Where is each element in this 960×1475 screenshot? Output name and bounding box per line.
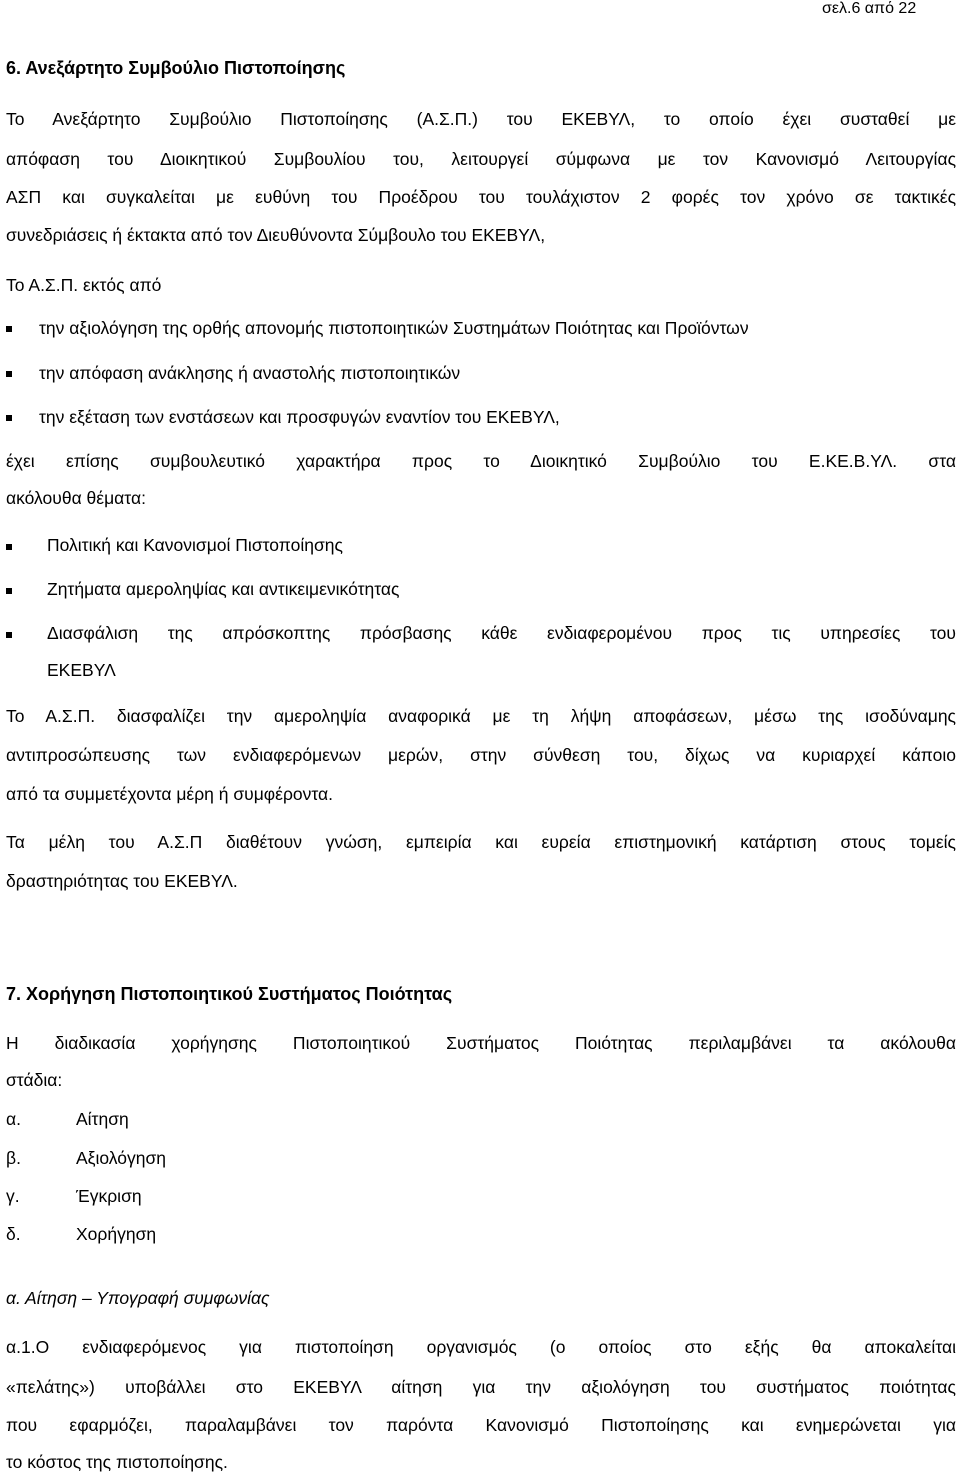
stage-label: Αξιολόγηση: [76, 1148, 167, 1168]
asp-intro: Το Α.Σ.Π. εκτός από: [6, 275, 162, 295]
para1-line-1: Το Ανεξάρτητο Συμβούλιο Πιστοποίησης (Α.Σ.Π.) του ΕΚΕΒΥΛ, το οποίο έχει συσταθεί με: [6, 109, 956, 129]
bullet2-item-2: Ζητήματα αμεροληψίας και αντικειμενικότητας: [47, 579, 400, 599]
stage-letter: γ.: [6, 1186, 20, 1206]
bullet-square-icon: [6, 371, 12, 377]
bullet1-item-1: την αξιολόγηση της ορθής απονομής πιστοποιητικών Συστημάτων Ποιότητας και Προϊόντων: [39, 318, 749, 338]
a1-line-1: α.1.Ο ενδιαφερόμενος για πιστοποίηση οργανισμός (ο οποίος στο εξής θα αποκαλείται: [6, 1337, 956, 1357]
bullet-square-icon: [6, 326, 12, 332]
bullet-square-icon: [6, 588, 12, 594]
bullet2-item-1: Πολιτική και Κανονισμοί Πιστοποίησης: [47, 535, 343, 555]
stage-label: Αίτηση: [76, 1109, 129, 1129]
bullet2-item-3: Διασφάλιση της απρόσκοπτης πρόσβασης κάθε ενδιαφερομένου προς τις υπηρεσίες του: [47, 623, 956, 643]
stage-label: Χορήγηση: [76, 1224, 157, 1244]
subheading-application: α. Αίτηση – Υπογραφή συμφωνίας: [6, 1288, 270, 1308]
section7-intro-line-1: Η διαδικασία χορήγησης Πιστοποιητικού Συστήματος Ποιότητας περιλαμβάνει τα ακόλουθα: [6, 1033, 956, 1053]
a1-line-3: που εφαρμόζει, παραλαμβάνει τον παρόντα Κανονισμό Πιστοποίησης και ενημερώνεται για: [6, 1415, 956, 1435]
stage-letter: β.: [6, 1148, 21, 1168]
page-number: σελ.6 από 22: [822, 0, 917, 17]
section-7-title: 7. Χορήγηση Πιστοποιητικού Συστήματος Ποιότητας: [6, 984, 453, 1004]
stage-letter: δ.: [6, 1224, 21, 1244]
bullet-square-icon: [6, 415, 12, 421]
section-6-title: 6. Ανεξάρτητο Συμβούλιο Πιστοποίησης: [6, 58, 346, 78]
para1-line-3: ΑΣΠ και συγκαλείται με ευθύνη του Προέδρου του τουλάχιστον 2 φορές τον χρόνο σε τακτικές: [6, 187, 956, 207]
bullet-square-icon: [6, 544, 12, 550]
para2-line-3: από τα συμμετέχοντα μέρη ή συμφέροντα.: [6, 784, 334, 804]
para3-line-1: Τα μέλη του Α.Σ.Π διαθέτουν γνώση, εμπειρία και ευρεία επιστημονική κατάρτιση στους τομείς: [6, 832, 956, 852]
para2-line-2: αντιπροσώπευσης των ενδιαφερόμενων μερών, στην σύνθεση του, δίχως να κυριαρχεί κάποιο: [6, 745, 956, 765]
advisory-line-1: έχει επίσης συμβουλευτικό χαρακτήρα προς το Διοικητικό Συμβούλιο του Ε.ΚΕ.Β.ΥΛ. στα: [6, 451, 956, 471]
para3-line-2: δραστηριότητας του ΕΚΕΒΥΛ.: [6, 871, 238, 891]
bullet-square-icon: [6, 632, 12, 638]
stage-label: Έγκριση: [76, 1186, 142, 1206]
para1-line-4: συνεδριάσεις ή έκτακτα από τον Διευθύνοντα Σύμβουλο του ΕΚΕΒΥΛ,: [6, 225, 546, 245]
bullet1-item-3: την εξέταση των ενστάσεων και προσφυγών εναντίον του ΕΚΕΒΥΛ,: [39, 407, 560, 427]
advisory-line-2: ακόλουθα θέματα:: [6, 488, 146, 508]
a1-line-4: το κόστος της πιστοποίησης.: [6, 1452, 228, 1472]
a1-line-2: «πελάτης») υποβάλλει στο ΕΚΕΒΥΛ αίτηση για την αξιολόγηση του συστήματος ποιότητας: [6, 1377, 956, 1397]
section7-intro-line-2: στάδια:: [6, 1070, 63, 1090]
bullet1-item-2: την απόφαση ανάκλησης ή αναστολής πιστοποιητικών: [39, 363, 461, 383]
para2-line-1: Το Α.Σ.Π. διασφαλίζει την αμεροληψία αναφορικά με τη λήψη αποφάσεων, μέσω της ισοδύναμης: [6, 706, 956, 726]
stage-letter: α.: [6, 1109, 21, 1129]
bullet2-item-3-cont: ΕΚΕΒΥΛ: [47, 660, 116, 680]
para1-line-2: απόφαση του Διοικητικού Συμβουλίου του, λειτουργεί σύμφωνα με τον Κανονισμό Λειτουργίας: [6, 149, 956, 169]
